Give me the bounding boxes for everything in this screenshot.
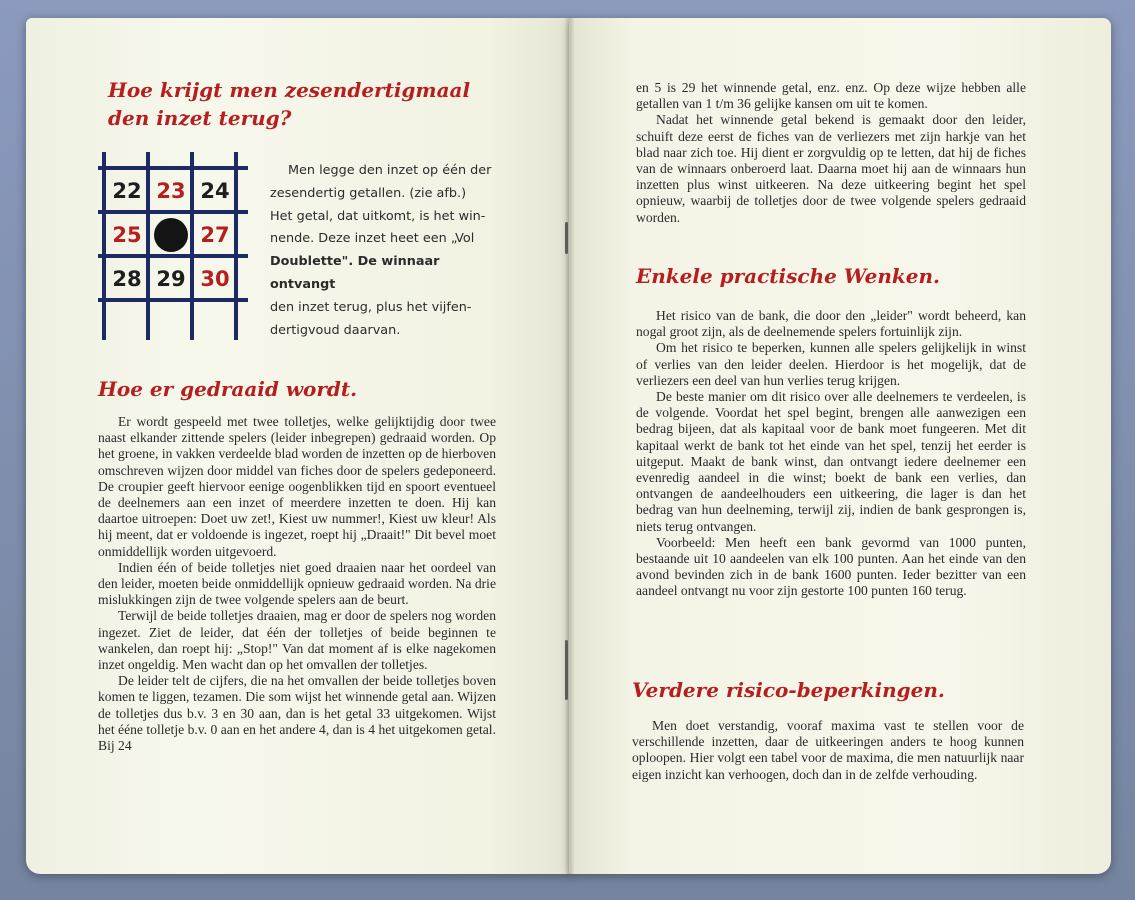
left-body-text: [98, 414, 496, 754]
intro-line: nende. Deze inzet heet een „Vol: [270, 231, 475, 247]
staple-top: [565, 222, 568, 254]
staple-bottom: [565, 640, 568, 700]
grid-number-29: 29: [156, 267, 186, 291]
paragraph: De leider telt de cijfers, die na het omvallen der beide tolletjes boven komen te liggen, tezamen. Die som wijst het winnende getal aan. Wijzen de tolletjes dus b.v. 3 en 30 aan, dan is het getal 33 uitgekomen. Wijst het ééne tolletje b.v. 0 aan en het andere 4, dan is 4 het uitgekomen getal. Bij 24: [98, 673, 496, 754]
right-bottom-text: [632, 718, 1024, 783]
paragraph: en 5 is 29 het winnende getal, enz. enz. Op deze wijze hebben alle getallen van 1 t/m 36 gelijke kansen om uit te komen.: [636, 80, 1026, 112]
paragraph: De beste manier om dit risico over alle deelnemers te verdeelen, is de volgende. Voordat het spel begint, brengen alle aanwezigen een bedrag bijeen, dat als kapitaal voor de bank moet fungeeren. Met dit kapitaal werkt de bank tot het einde van het spel, tenzij het eerder is uitgeput. Maakt de bank winst, dan ontvangt iedere deelnemer een evenredig aandeel in die winst; boekt de bank een verlies, dan ontvangen de aandeelhouders een uitkeering, die lager is dan het bedrag van hun deelneming, terwijl zij, indien de bank gesprongen is, niets terug ontvangen.: [636, 389, 1026, 534]
grid-number-25: 25: [112, 223, 142, 247]
intro-line: dertigvoud daarvan.: [270, 322, 401, 338]
right-middle-text: [636, 308, 1026, 600]
chip-on-26: [154, 218, 188, 252]
grid-number-27: 27: [200, 223, 230, 247]
paragraph: Men doet verstandig, vooraf maxima vast te stellen voor de verschillende inzetten, daar de uitkeeringen anders te hoog kunnen oploopen. Hier volgt een tabel voor de maxima, die men natuurlijk naar eigen inzicht kan verhoogen, doch dan in de zelfde verhouding.: [632, 718, 1024, 782]
intro-line: Men legge den inzet op één der: [288, 163, 492, 178]
grid-number-28: 28: [112, 267, 142, 291]
paragraph: Om het risico te beperken, kunnen alle spelers gelijkelijk in winst of verlies van den leider deelen. Hierdoor is het mogelijk, dat de verliezers een deel van hun verlies terug krijgen.: [636, 340, 1026, 388]
heading-risico-beperkingen: Verdere risico-beperkingen.: [632, 678, 945, 702]
intro-line: Doublette". De winnaar ontvangt: [270, 254, 440, 292]
paragraph: Voorbeeld: Men heeft een bank gevormd van 1000 punten, bestaande uit 10 aandeelen van elk 100 punten. Aan het einde van den avond bevinden zich in de bank 1600 punten. Ieder bezitter van een aandeel ontvangt nu voor zijn gestorte 100 punten 160 terug.: [636, 534, 1026, 599]
roulette-number-grid: [98, 152, 248, 340]
booklet-fold: [565, 18, 575, 874]
right-top-text: [636, 80, 1026, 226]
paragraph: Nadat het winnende getal bekend is gemaakt door den leider, schuift deze eerst de fiches van de verliezers met zijn harkje van het blad naar zich toe. Hij dient er zorgvuldig op te letten, dat hij de fiches van de winnaars onberoerd laat. Daarna moet hij aan de winnaars hun inzetten plus winst uitkeeren. Na deze uitkeering begint het spel opnieuw, waarbij de tolletjes door de twee volgende spelers gedraaid worden.: [636, 112, 1026, 225]
intro-paragraph: [270, 160, 500, 342]
paragraph: Het risico van de bank, die door den „leider" wordt beheerd, kan nogal groot zijn, als de deelnemende spelers fortuinlijk zijn.: [636, 308, 1026, 340]
intro-line: Het getal, dat uitkomt, is het win-: [270, 208, 486, 224]
heading-zesendertigmaal: Hoe krijgt men zesendertigmaal den inzet terug?: [108, 78, 471, 130]
paragraph: Indien één of beide tolletjes niet goed draaien naar het oordeel van den leider, moeten beide onmiddellijk opnieuw gedraaid worden. Na drie mislukkingen zijn de twee volgende spelers aan de beurt.: [98, 559, 496, 608]
grid-number-22: 22: [112, 179, 142, 203]
grid-number-23: 23: [156, 179, 186, 203]
intro-line: zesendertig getallen. (zie afb.): [270, 185, 467, 201]
heading-practische-wenken: Enkele practische Wenken.: [636, 264, 940, 288]
intro-line: den inzet terug, plus het vijfen-: [270, 299, 472, 315]
paragraph: Er wordt gespeeld met twee tolletjes, welke gelijktijdig door twee naast elkander zittende spelers (leider inbegrepen) gedraaid worden. Op het groene, in vakken verdeelde blad worden de inzetten op de hierboven omschreven wijzen door middel van fiches door de spelers gedeponeerd. De croupier geeft hiervoor eenige oogenblikken tijd en spoort eventueel de deelnemers aan een inzet of meerdere inzetten te doen. Hij kan daartoe uitroepen: Doet uw zet!, Kiest uw nummer!, Kiest uw kleur! Als hij meent, dat er voldoende is ingezet, roept hij „Draait!" Dit bevel moet onmiddellijk worden uitgevoerd.: [98, 414, 496, 559]
grid-number-30: 30: [200, 267, 230, 291]
paragraph: Terwijl de beide tolletjes draaien, mag er door de spelers nog worden ingezet. Ziet de leider, dat één der tolletjes of beide beginnen te wankelen, dan roept hij: „Stop!" Van dat moment af is elke nagekomen inzet ongeldig. Men wacht dan op het omvallen der tolletjes.: [98, 608, 496, 673]
grid-number-24: 24: [200, 179, 230, 203]
heading-gedraaid: Hoe er gedraaid wordt.: [98, 377, 358, 401]
